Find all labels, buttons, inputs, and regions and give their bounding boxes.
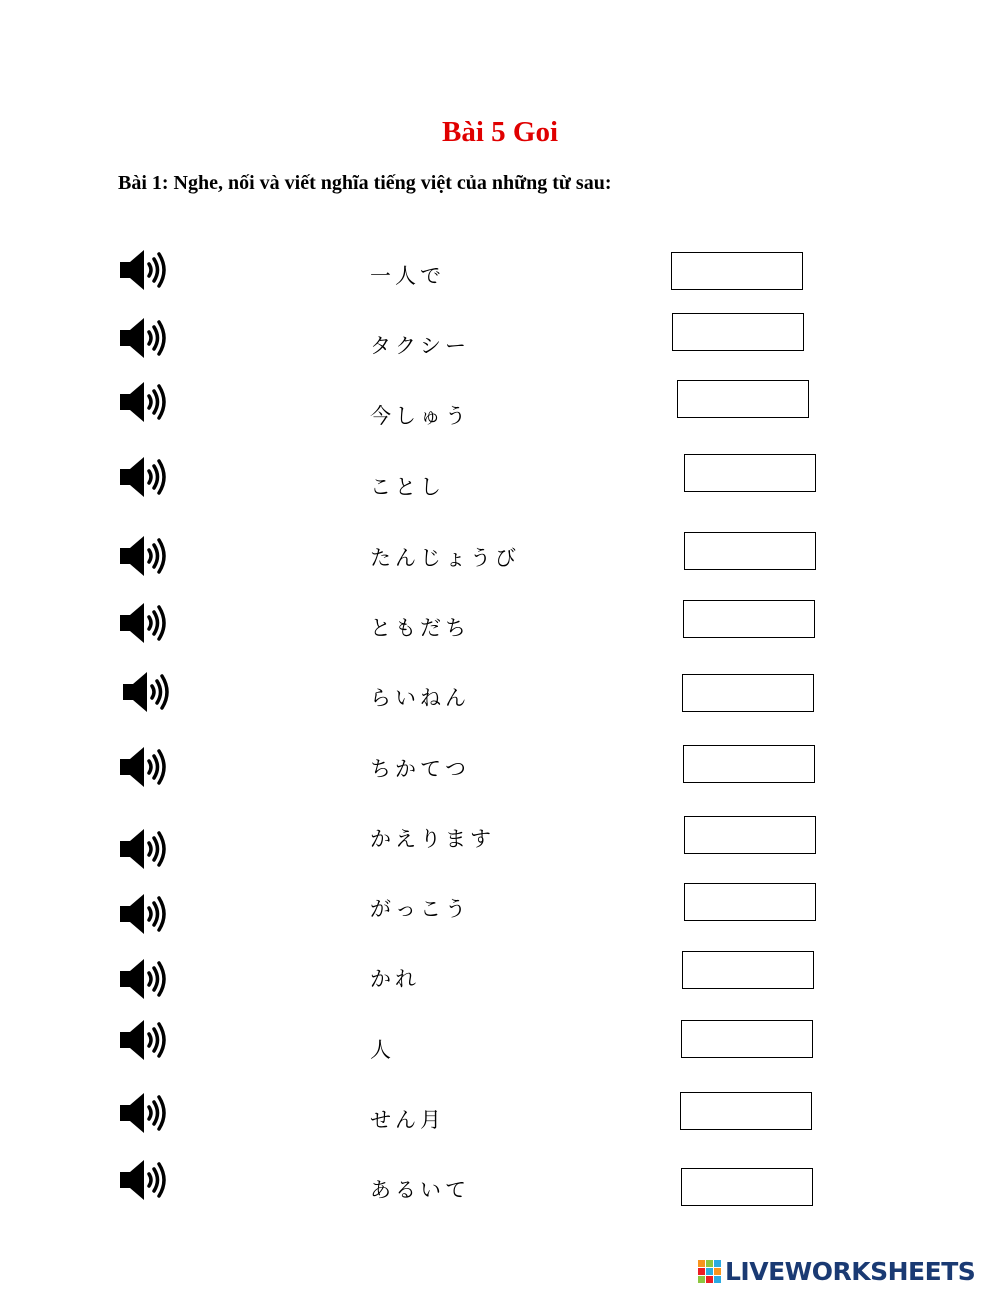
answer-input[interactable]	[672, 313, 804, 351]
speaker-icon[interactable]	[118, 380, 168, 424]
vocab-word: らいねん	[370, 686, 470, 710]
vocab-word: 一人で	[370, 264, 445, 288]
speaker-icon[interactable]	[118, 455, 168, 499]
answer-input[interactable]	[681, 1020, 813, 1058]
logo-mark-icon	[697, 1258, 723, 1284]
vocab-word: ちかてつ	[370, 757, 470, 781]
answer-input[interactable]	[680, 1092, 812, 1130]
vocab-word: タクシー	[370, 334, 470, 358]
answer-input[interactable]	[684, 816, 816, 854]
answer-input[interactable]	[671, 252, 803, 290]
speaker-icon[interactable]	[118, 316, 168, 360]
speaker-icon[interactable]	[118, 1091, 168, 1135]
vocab-word: 人	[370, 1038, 395, 1062]
speaker-icon[interactable]	[118, 892, 168, 936]
answer-input[interactable]	[683, 745, 815, 783]
answer-input[interactable]	[682, 951, 814, 989]
speaker-icon[interactable]	[118, 1158, 168, 1202]
answer-input[interactable]	[684, 532, 816, 570]
logo-text: LIVEWORKSHEETS	[725, 1256, 976, 1286]
vocab-word: かれ	[370, 967, 420, 991]
answer-input[interactable]	[681, 1168, 813, 1206]
speaker-icon[interactable]	[121, 670, 171, 714]
worksheet-title: Bài 5 Goi	[441, 116, 558, 148]
vocab-word: 今しゅう	[370, 404, 470, 428]
answer-input[interactable]	[684, 883, 816, 921]
vocab-word: がっこう	[370, 897, 470, 921]
speaker-icon[interactable]	[118, 827, 168, 871]
speaker-icon[interactable]	[118, 1018, 168, 1062]
vocab-word: ことし	[370, 475, 445, 499]
speaker-icon[interactable]	[118, 534, 168, 578]
answer-input[interactable]	[684, 454, 816, 492]
vocab-word: せん月	[370, 1108, 445, 1132]
vocab-word: あるいて	[370, 1178, 470, 1202]
answer-input[interactable]	[682, 674, 814, 712]
speaker-icon[interactable]	[118, 248, 168, 292]
speaker-icon[interactable]	[118, 957, 168, 1001]
liveworksheets-logo	[697, 1256, 975, 1286]
instruction-text: Bài 1: Nghe, nối và viết nghĩa tiếng việt của những từ sau:	[118, 172, 612, 194]
answer-input[interactable]	[683, 600, 815, 638]
vocab-word: かえります	[370, 827, 495, 851]
speaker-icon[interactable]	[118, 601, 168, 645]
speaker-icon[interactable]	[118, 745, 168, 789]
vocab-word: ともだち	[370, 616, 470, 640]
answer-input[interactable]	[677, 380, 809, 418]
vocab-word: たんじょうび	[370, 546, 520, 570]
